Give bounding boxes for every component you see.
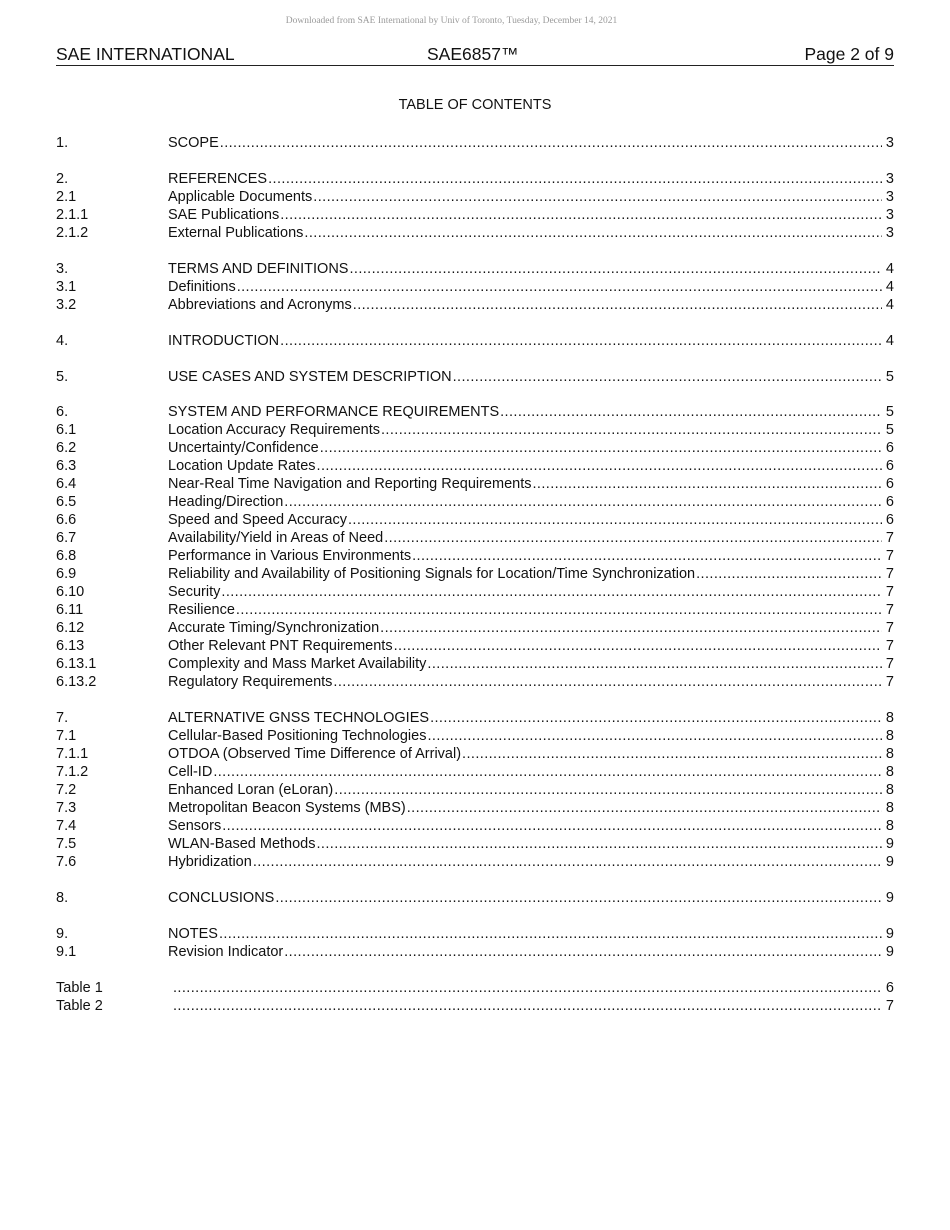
toc-entry-line (168, 439, 894, 457)
toc-entry[interactable] (56, 332, 894, 350)
toc-entry[interactable] (56, 511, 894, 529)
toc-entry-title: Heading/Direction (168, 494, 284, 511)
toc-entry-number: 6.5 (56, 494, 77, 511)
toc-spacer (56, 961, 894, 979)
toc-entry-line (168, 709, 894, 727)
toc-entry-page: 8 (885, 782, 894, 799)
toc-spacer (56, 152, 894, 170)
toc-dot-leader (313, 188, 882, 206)
toc-entry[interactable] (56, 583, 894, 601)
toc-entry-line (168, 224, 894, 242)
toc-entry-page: 5 (885, 422, 894, 439)
toc-entry-line (168, 368, 894, 386)
toc-entry-number: 9. (56, 926, 69, 943)
toc-entry[interactable] (56, 368, 894, 386)
toc-entry-number: 7.1 (56, 728, 77, 745)
toc-entry[interactable] (56, 475, 894, 493)
toc-entry-page: 7 (885, 620, 894, 637)
toc-entry-page: 8 (885, 800, 894, 817)
header-page-number: Page 2 of 9 (804, 44, 894, 64)
toc-entry-page: 8 (885, 818, 894, 835)
toc-entry-page: 8 (885, 710, 894, 727)
toc-entry-number: 6.6 (56, 512, 77, 529)
toc-dot-leader (394, 637, 882, 655)
toc-entry-page: 7 (885, 584, 894, 601)
toc-entry[interactable] (56, 170, 894, 188)
toc-dot-leader (427, 727, 881, 745)
toc-entry-title: Other Relevant PNT Requirements (168, 638, 393, 655)
toc-entry-number: 9.1 (56, 944, 77, 961)
toc-entry-page: 7 (885, 566, 894, 583)
toc-entry-number: 3. (56, 260, 69, 277)
toc-entry-page: 7 (885, 656, 894, 673)
toc-entry-page: 6 (885, 494, 894, 511)
toc-entry[interactable] (56, 637, 894, 655)
toc-entry-line (172, 979, 894, 997)
toc-entry-page: 5 (885, 368, 894, 385)
toc-entry[interactable] (56, 763, 894, 781)
toc-entry-number: Table 1 (56, 980, 103, 997)
toc-entry-page: 9 (885, 890, 894, 907)
toc-dot-leader (430, 709, 882, 727)
toc-entry-title: Revision Indicator (168, 944, 284, 961)
toc-entry-number: 2.1.2 (56, 224, 89, 241)
toc-entry-line (168, 260, 894, 278)
toc-entry-title: Location Accuracy Requirements (168, 422, 380, 439)
toc-dot-leader (280, 206, 882, 224)
toc-entry-line (168, 763, 894, 781)
toc-entry-line (168, 547, 894, 565)
toc-entry-number: 7. (56, 710, 69, 727)
toc-entry-page: 9 (885, 836, 894, 853)
toc-entry[interactable] (56, 134, 894, 152)
toc-entry-page: 8 (885, 728, 894, 745)
toc-entry[interactable] (56, 206, 894, 224)
toc-entry-number: 6.9 (56, 566, 77, 583)
toc-dot-leader (320, 439, 882, 457)
toc-entry-page: 7 (885, 998, 894, 1015)
toc-entry[interactable] (56, 278, 894, 296)
toc-entry-number: 6.13.1 (56, 656, 97, 673)
toc-entry-title: Metropolitan Beacon Systems (MBS) (168, 800, 406, 817)
toc-entry-line (168, 188, 894, 206)
toc-entry-number: 6.13 (56, 638, 85, 655)
toc-entry-title: Hybridization (168, 854, 252, 871)
toc-dot-leader (221, 583, 882, 601)
toc-entry-line (168, 403, 894, 421)
toc-entry-title: SYSTEM AND PERFORMANCE REQUIREMENTS (168, 404, 500, 421)
toc-entry-title: Sensors (168, 818, 222, 835)
toc-entry-title: REFERENCES (168, 170, 268, 187)
toc-entry-number: 1. (56, 135, 69, 151)
toc-entry[interactable] (56, 781, 894, 799)
toc-dot-leader (696, 565, 882, 583)
toc-entry-line (168, 206, 894, 224)
toc-entry-title: Regulatory Requirements (168, 674, 333, 691)
header-organization: SAE INTERNATIONAL (56, 44, 235, 64)
toc-spacer (56, 242, 894, 260)
toc-entry-title: Applicable Documents (168, 188, 313, 205)
toc-entry-line (168, 835, 894, 853)
toc-entry-title: SCOPE (168, 135, 219, 151)
toc-entry-line (168, 332, 894, 350)
toc-entry-line (168, 511, 894, 529)
toc-dot-leader (219, 925, 882, 943)
toc-dot-leader (333, 673, 882, 691)
toc-dot-leader (284, 943, 882, 961)
toc-dot-leader (316, 835, 881, 853)
toc-entry-number: 6.7 (56, 530, 77, 547)
toc-entry-title: NOTES (168, 926, 218, 943)
toc-entry-line (168, 943, 894, 961)
toc-entry[interactable] (56, 260, 894, 278)
toc-entry-page: 6 (885, 980, 894, 997)
toc-entry-number: 6.13.2 (56, 674, 97, 691)
toc-dot-leader (532, 475, 881, 493)
toc-entry-page: 7 (885, 530, 894, 547)
toc-entry-number: 3.1 (56, 278, 77, 295)
toc-entry-line (168, 457, 894, 475)
toc-dot-leader (349, 260, 881, 278)
header-document-id: SAE6857™ (427, 44, 519, 64)
toc-entry[interactable] (56, 619, 894, 637)
toc-entry-number: 2.1.1 (56, 206, 89, 223)
download-watermark: Downloaded from SAE International by Univ of Toronto, Tuesday, December 14, 2021 (285, 16, 618, 26)
toc-entry-number: 7.1.1 (56, 746, 89, 763)
toc-entry-title: Near-Real Time Navigation and Reporting Requirements (168, 476, 532, 493)
toc-entry-page: 3 (885, 170, 894, 187)
toc-entry-number: 7.2 (56, 782, 77, 799)
toc-dot-leader (236, 601, 882, 619)
toc-entry-title: WLAN-Based Methods (168, 836, 316, 853)
toc-entry-number: 6.12 (56, 620, 85, 637)
toc-entry-number: 7.3 (56, 800, 77, 817)
toc-entry-line (168, 278, 894, 296)
toc-entry-title: Definitions (168, 278, 236, 295)
toc-spacer (56, 314, 894, 332)
toc-entry[interactable] (56, 997, 894, 1015)
toc-entry-line (168, 781, 894, 799)
toc-entry-title: Performance in Various Environments (168, 548, 412, 565)
toc-entry[interactable] (56, 817, 894, 835)
toc-dot-leader (384, 529, 882, 547)
toc-entry-line (168, 619, 894, 637)
toc-entry-page: 7 (885, 548, 894, 565)
toc-entry-page: 9 (885, 926, 894, 943)
toc-entry-number: 6.11 (56, 602, 84, 619)
toc-entry-page: 8 (885, 764, 894, 781)
toc-dot-leader (220, 134, 882, 152)
toc-entry[interactable] (56, 745, 894, 763)
toc-entry-title: Abbreviations and Acronyms (168, 296, 352, 313)
toc-entry-number: 6.1 (56, 422, 77, 439)
toc-dot-leader (237, 278, 882, 296)
toc-entry[interactable] (56, 188, 894, 206)
toc-entry[interactable] (56, 799, 894, 817)
table-of-contents (56, 134, 894, 1015)
toc-dot-leader (348, 511, 882, 529)
toc-entry[interactable] (56, 655, 894, 673)
toc-entry-line (168, 134, 894, 152)
toc-entry-number: 5. (56, 368, 69, 385)
toc-entry-page: 3 (885, 206, 894, 223)
toc-entry-page: 3 (885, 135, 894, 151)
toc-entry[interactable] (56, 403, 894, 421)
toc-entry[interactable] (56, 421, 894, 439)
toc-entry-line (168, 745, 894, 763)
toc-entry-number: 6.4 (56, 476, 77, 493)
toc-dot-leader (462, 745, 882, 763)
toc-entry-page: 6 (885, 440, 894, 457)
toc-entry[interactable] (56, 224, 894, 242)
toc-entry-line (168, 493, 894, 511)
toc-entry-line (168, 799, 894, 817)
toc-entry-title: INTRODUCTION (168, 332, 280, 349)
toc-dot-leader (427, 655, 882, 673)
toc-entry-line (168, 655, 894, 673)
toc-entry-number: 6. (56, 404, 69, 421)
toc-entry-page: 4 (885, 278, 894, 295)
toc-dot-leader (407, 799, 882, 817)
toc-entry-line (168, 889, 894, 907)
toc-entry-title: ALTERNATIVE GNSS TECHNOLOGIES (168, 710, 430, 727)
toc-entry-title: Enhanced Loran (eLoran) (168, 782, 334, 799)
toc-entry-title: Speed and Speed Accuracy (168, 512, 347, 529)
toc-entry[interactable] (56, 601, 894, 619)
toc-dot-leader (334, 781, 882, 799)
toc-dot-leader (317, 457, 882, 475)
toc-dot-leader (173, 997, 882, 1015)
toc-dot-leader (304, 224, 882, 242)
toc-entry-line (168, 925, 894, 943)
toc-entry-line (172, 997, 894, 1015)
toc-entry-line (168, 817, 894, 835)
toc-entry-line (168, 673, 894, 691)
toc-entry-number: 7.1.2 (56, 764, 89, 781)
toc-entry-title: Location Update Rates (168, 458, 316, 475)
toc-spacer (56, 386, 894, 404)
toc-entry[interactable] (56, 493, 894, 511)
toc-entry[interactable] (56, 925, 894, 943)
toc-dot-leader (412, 547, 882, 565)
toc-dot-leader (380, 619, 882, 637)
toc-entry[interactable] (56, 547, 894, 565)
toc-entry-page: 5 (885, 404, 894, 421)
toc-entry-number: Table 2 (56, 998, 103, 1015)
toc-entry-title: USE CASES AND SYSTEM DESCRIPTION (168, 368, 452, 385)
toc-entry-line (168, 170, 894, 188)
toc-entry-page: 3 (885, 224, 894, 241)
toc-entry-line (168, 421, 894, 439)
toc-entry[interactable] (56, 943, 894, 961)
toc-dot-leader (222, 817, 882, 835)
toc-entry-title: CONCLUSIONS (168, 890, 275, 907)
toc-entry[interactable] (56, 529, 894, 547)
toc-spacer (56, 907, 894, 925)
toc-entry-page: 9 (885, 944, 894, 961)
toc-entry-title: Cellular-Based Positioning Technologies (168, 728, 427, 745)
toc-entry-page: 8 (885, 746, 894, 763)
toc-entry[interactable] (56, 835, 894, 853)
toc-entry-title: TERMS AND DEFINITIONS (168, 260, 349, 277)
toc-entry[interactable] (56, 439, 894, 457)
toc-spacer (56, 871, 894, 889)
toc-entry-number: 2.1 (56, 188, 77, 205)
toc-entry[interactable] (56, 673, 894, 691)
toc-dot-leader (353, 296, 882, 314)
toc-entry-title: Security (168, 584, 221, 601)
toc-entry-page: 7 (885, 674, 894, 691)
toc-entry[interactable] (56, 727, 894, 745)
toc-entry[interactable] (56, 853, 894, 871)
toc-entry-page: 4 (885, 332, 894, 349)
toc-dot-leader (173, 979, 882, 997)
toc-entry-number: 7.4 (56, 818, 77, 835)
toc-dot-leader (213, 763, 882, 781)
toc-entry-title: Complexity and Mass Market Availability (168, 656, 427, 673)
toc-entry-line (168, 853, 894, 871)
toc-entry-line (168, 727, 894, 745)
toc-entry[interactable] (56, 709, 894, 727)
toc-entry-title: Availability/Yield in Areas of Need (168, 530, 384, 547)
toc-entry-line (168, 475, 894, 493)
toc-entry-page: 6 (885, 476, 894, 493)
toc-entry-number: 8. (56, 890, 69, 907)
toc-entry-line (168, 529, 894, 547)
page-header (56, 44, 894, 66)
toc-spacer (56, 691, 894, 709)
toc-entry-title: Reliability and Availability of Positioning Signals for Location/Time Synchronization (168, 566, 696, 583)
toc-entry-number: 6.3 (56, 458, 77, 475)
toc-dot-leader (381, 421, 882, 439)
toc-entry-line (168, 296, 894, 314)
toc-entry-number: 2. (56, 170, 69, 187)
toc-spacer (56, 350, 894, 368)
toc-entry-number: 7.5 (56, 836, 77, 853)
toc-entry-title: OTDOA (Observed Time Difference of Arrival) (168, 746, 462, 763)
toc-dot-leader (280, 332, 882, 350)
toc-entry[interactable] (56, 979, 894, 997)
toc-entry-page: 3 (885, 188, 894, 205)
toc-dot-leader (275, 889, 882, 907)
toc-dot-leader (500, 403, 882, 421)
toc-entry-number: 3.2 (56, 296, 77, 313)
toc-entry-title: Resilience (168, 602, 235, 619)
toc-entry-title: Accurate Timing/Synchronization (168, 620, 380, 637)
toc-entry-page: 7 (885, 638, 894, 655)
toc-entry-number: 6.10 (56, 584, 85, 601)
toc-entry-number: 4. (56, 332, 69, 349)
toc-entry-page: 6 (885, 512, 894, 529)
toc-dot-leader (284, 493, 882, 511)
toc-title: TABLE OF CONTENTS (398, 97, 552, 113)
toc-entry[interactable] (56, 296, 894, 314)
toc-entry-line (168, 601, 894, 619)
toc-entry[interactable] (56, 565, 894, 583)
toc-entry-line (168, 565, 894, 583)
toc-entry-page: 9 (885, 854, 894, 871)
toc-entry-page: 6 (885, 458, 894, 475)
toc-entry-page: 4 (885, 296, 894, 313)
toc-dot-leader (453, 368, 882, 386)
toc-entry[interactable] (56, 889, 894, 907)
toc-entry-title: Cell-ID (168, 764, 213, 781)
toc-entry-line (168, 583, 894, 601)
toc-entry[interactable] (56, 457, 894, 475)
toc-entry-title: SAE Publications (168, 206, 280, 223)
toc-entry-number: 6.2 (56, 440, 77, 457)
toc-entry-title: Uncertainty/Confidence (168, 440, 319, 457)
toc-dot-leader (253, 853, 882, 871)
toc-entry-title: External Publications (168, 224, 304, 241)
toc-dot-leader (268, 170, 882, 188)
toc-entry-number: 7.6 (56, 854, 77, 871)
toc-entry-page: 4 (885, 260, 894, 277)
toc-entry-line (168, 637, 894, 655)
toc-entry-page: 7 (885, 602, 894, 619)
toc-entry-number: 6.8 (56, 548, 77, 565)
